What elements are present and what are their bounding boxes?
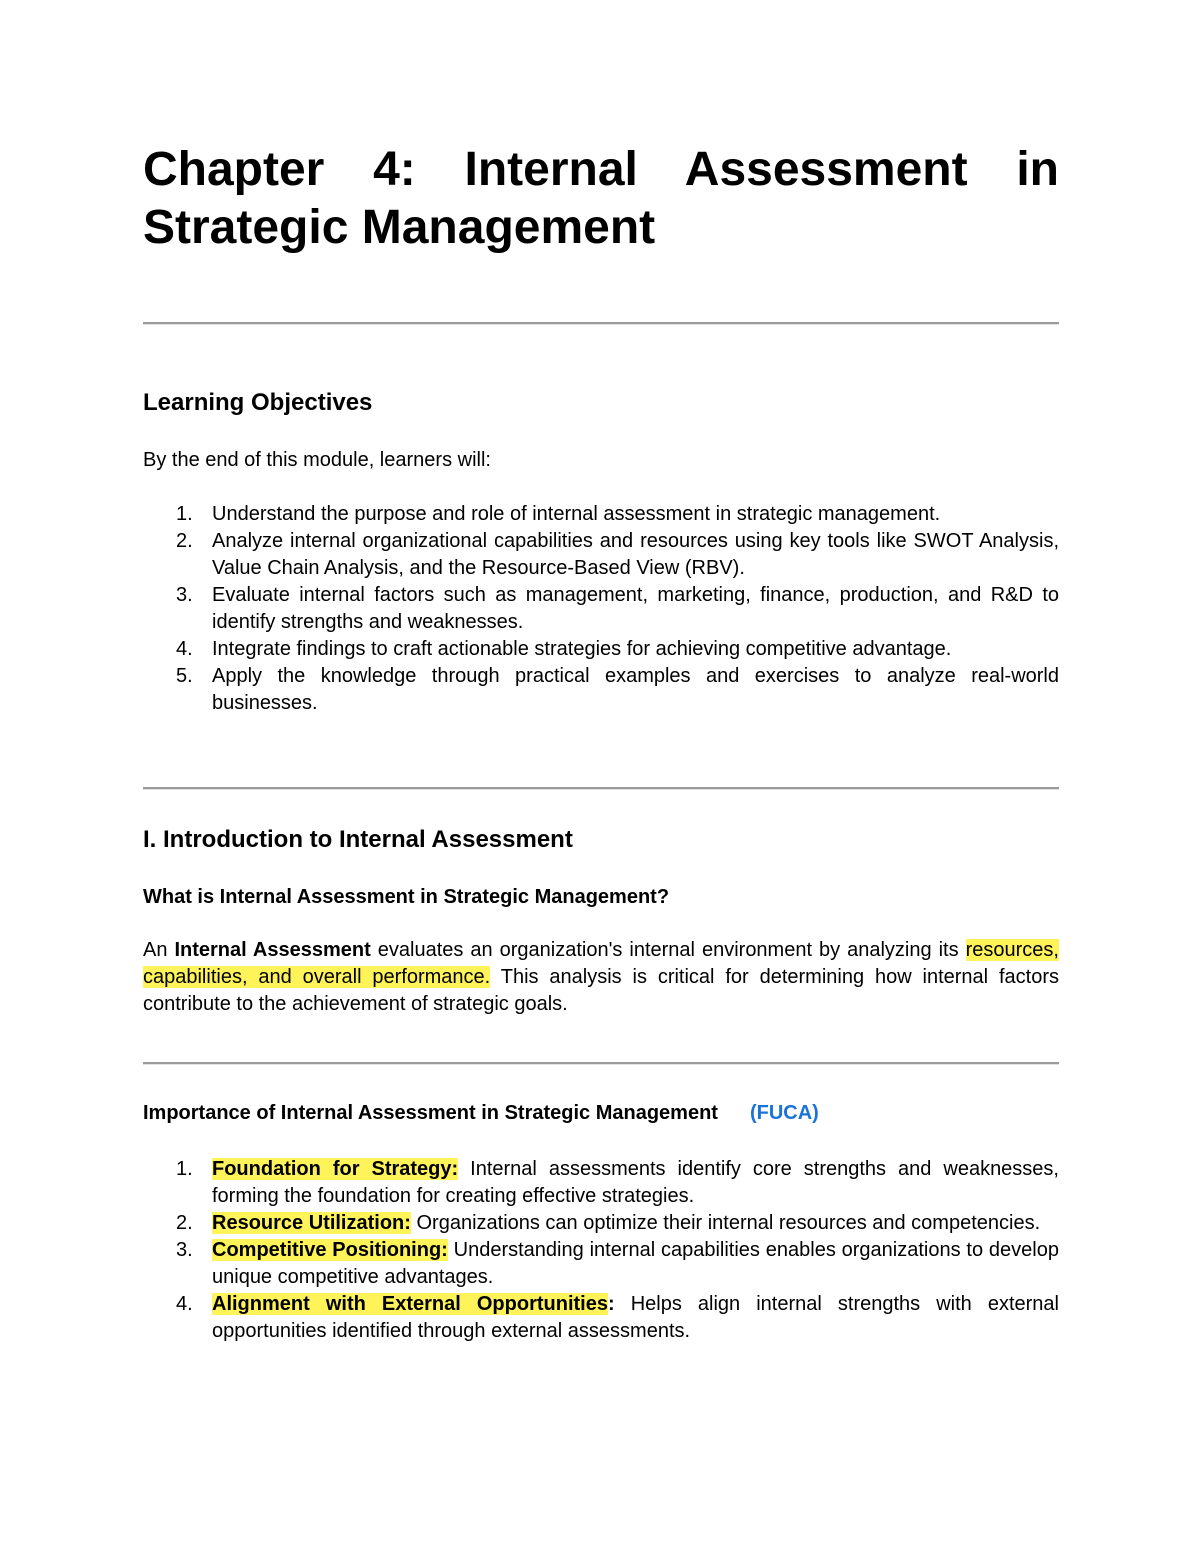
horizontal-rule <box>143 1062 1059 1065</box>
list-item <box>143 663 1059 717</box>
list-item <box>143 1237 1059 1291</box>
introduction-subheading: What is Internal Assessment in Strategic Management? <box>143 886 670 908</box>
list-item-label: Resource Utilization: <box>212 1212 411 1234</box>
paragraph-text: This analysis is critical for determining how internal factors contribute to the achievement of strategic goals. <box>143 966 1059 1015</box>
importance-heading <box>143 1100 819 1126</box>
learning-objectives-heading: Learning Objectives <box>143 389 373 416</box>
list-item-text: Understand the purpose and role of internal assessment in strategic management. <box>212 503 941 525</box>
list-item-label-suffix: : <box>607 1293 615 1315</box>
importance-list <box>143 1156 1059 1345</box>
list-item-number: 1. <box>176 503 193 525</box>
list-item-text: Helps align internal strengths with external opportunities identified through external assessments. <box>212 1293 1059 1342</box>
importance-heading-text: Importance of Internal Assessment in Strategic Management <box>143 1102 718 1124</box>
list-item-label: Competitive Positioning: <box>212 1239 448 1261</box>
list-item-text: Organizations can optimize their internal resources and competencies. <box>410 1212 1041 1234</box>
list-item-label: Foundation for Strategy: <box>212 1158 459 1180</box>
list-item-number: 5. <box>176 665 193 687</box>
list-item-text: Analyze internal organizational capabilities and resources using key tools like SWOT Analysis, Value Chain Analysis, and the Resource-Based View (RBV). <box>212 530 1059 579</box>
paragraph-text: evaluates an organization's internal environment by analyzing its <box>370 939 966 961</box>
list-item <box>143 1210 1059 1237</box>
paragraph-highlight: resources, capabilities, and overall performance. <box>143 939 1059 988</box>
list-item-number: 2. <box>176 530 193 552</box>
fuca-tag: (FUCA) <box>749 1102 819 1124</box>
list-item-number: 3. <box>176 584 193 606</box>
horizontal-rule <box>143 787 1059 790</box>
introduction-heading: I. Introduction to Internal Assessment <box>143 826 573 853</box>
introduction-paragraph <box>143 937 1059 1018</box>
list-item <box>143 1156 1059 1210</box>
paragraph-text: An <box>143 939 175 961</box>
list-item <box>143 501 1059 528</box>
list-item-number: 3. <box>176 1239 193 1261</box>
list-item-text: Internal assessments identify core strengths and weaknesses, forming the foundation for creating effective strategies. <box>212 1158 1059 1207</box>
list-item <box>143 636 1059 663</box>
paragraph-bold-term: Internal Assessment <box>174 939 371 961</box>
list-item-number: 2. <box>176 1212 193 1234</box>
list-item-text: Apply the knowledge through practical examples and exercises to analyze real-world businesses. <box>212 665 1059 714</box>
list-item-number: 1. <box>176 1158 193 1180</box>
list-item-label: Alignment with External Opportunities <box>212 1293 608 1315</box>
horizontal-rule <box>143 322 1059 325</box>
list-item-number: 4. <box>176 638 193 660</box>
list-item <box>143 1291 1059 1345</box>
list-item-text: Understanding internal capabilities enables organizations to develop unique competitive advantages. <box>212 1239 1059 1288</box>
list-item <box>143 582 1059 636</box>
chapter-title: Chapter 4: Internal Assessment in Strategic Management <box>143 143 1059 254</box>
learning-objectives-intro: By the end of this module, learners will: <box>143 449 491 471</box>
list-item-number: 4. <box>176 1293 193 1315</box>
list-item <box>143 528 1059 582</box>
list-item-text: Evaluate internal factors such as management, marketing, finance, production, and R&D to identify strengths and weaknesses. <box>212 584 1059 633</box>
list-item-text: Integrate findings to craft actionable strategies for achieving competitive advantage. <box>212 638 952 660</box>
learning-objectives-list <box>143 501 1059 717</box>
